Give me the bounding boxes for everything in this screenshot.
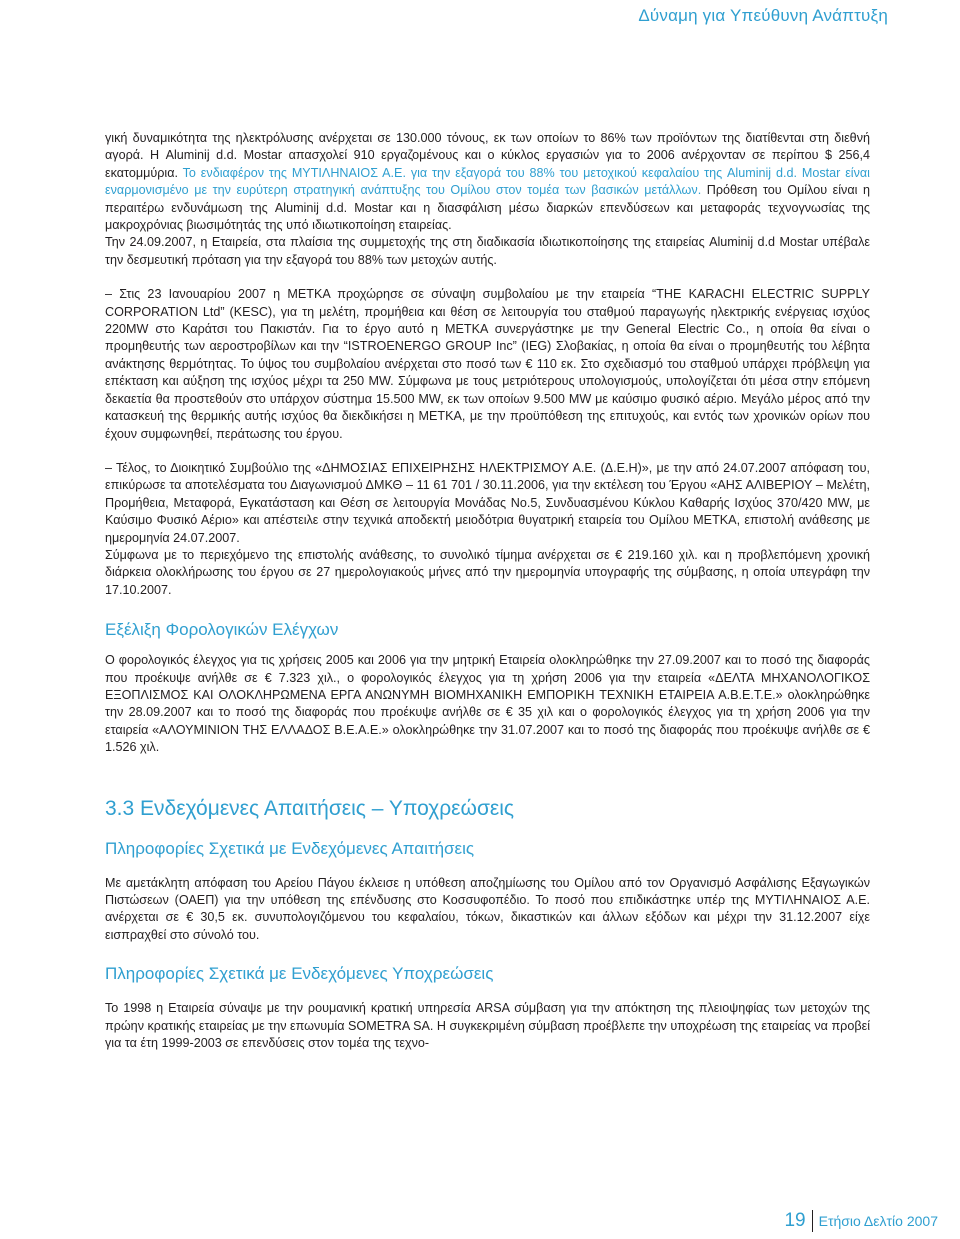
- paragraph-contingent-claims: Με αμετάκλητη απόφαση του Αρείου Πάγου έκλεισε η υπόθεση αποζημίωσης του Ομίλου από τον Οργανισμό Ασφάλισης Εξαγωγικών Πιστώσεων (ΟΑΕΠ) για την υπόθεση της επένδυσης στο Κοσσυφοπέδιο. Το ποσό που επιδικάστηκε υπέρ της ΜΥΤΙΛΗΝΑΙΟΣ Α.Ε. ανέρχεται σε € 30,5 εκ. συνυπολογιζόμενου του κεφαλαίου, τόκων, δικαστικών και άλλων εξόδων και μέχρι την 31.12.2007 είχε εισπραχθεί στο σύνολό του.: [105, 875, 870, 942]
- main-content: [105, 130, 870, 1052]
- heading-contingent-claims: Πληροφορίες Σχετικά με Ενδεχόμενες Απαιτήσεις: [105, 838, 475, 858]
- paragraph-contract-value: Σύμφωνα με το περιεχόμενο της επιστολής ανάθεσης, το συνολικό τίμημα ανέρχεται σε € 219.160 χιλ. και η προβλεπόμενη χρονική διάρκεια ολοκλήρωσης του έργου σε 27 ημερολογιακούς μήνες από την ημερομηνία υπογραφής της σύμβασης, η οποία υπεγράφη την 17.10.2007.: [105, 547, 870, 597]
- page-footer: [784, 1210, 938, 1232]
- paragraph-aluminij: [105, 130, 870, 234]
- paragraph-dei: – Τέλος, το Διοικητικό Συμβούλιο της «ΔΗΜΟΣΙΑΣ ΕΠΙΧΕΙΡΗΣΗΣ ΗΛΕΚΤΡΙΣΜΟΥ Α.Ε. (Δ.Ε.Η)», με την από 24.07.2007 απόφαση του, επικύρωσε τα αποτελέσματα του Διαγωνισμού ΔΜΚΘ – 11 61 701 / 30.11.2006, για την εκτέλεση του Έργου «ΑΗΣ ΑΛΙΒΕΡΙΟΥ – Μελέτη, Προμήθεια, Μεταφορά, Εγκατάσταση και Θέση σε λειτουργία Μονάδας No.5, Συνδυασμένου Κύκλου Καθαρής Ισχύος 370/420 MW, με Καύσιμο Φυσικό Αέριο» και απέστειλε στην τεχνικά αποδεκτή μειοδότρια θυγατρική εταιρεία του Ομίλου ΜΕΤΚΑ, επιστολή ανάθεσης με ημερομηνία 24.07.2007.: [105, 460, 870, 545]
- paragraph-aluminij-highlight: Το ενδιαφέρον της ΜΥΤΙΛΗΝΑΙΟΣ Α.Ε. για την εξαγορά του 88% του μετοχικού κεφαλαίου της Aluminij d.d. Mostar είναι εναρμονισμένο με την ευρύτερη στρατηγική ανάπτυξης του Ομίλου στον τομέα των βασικών μετάλλων.: [105, 165, 870, 198]
- paragraph-karachi: – Στις 23 Ιανουαρίου 2007 η ΜΕΤΚΑ προχώρησε σε σύναψη συμβολαίου με την εταιρεία “THE KARACHI ELECTRIC SUPPLY CORPORATION Ltd” (KESC), για τη μελέτη, προμήθεια και θέση σε λειτουργία του σταθμού παραγωγής ηλεκτρικής ενέργειας ισχύος 220MW στο Καράτσι του Πακιστάν. Για το έργο αυτό η ΜΕΤΚΑ συνεργάστηκε με την General Electric Co., η οποία θα είναι ο προμηθευτής των αεροστροβίλων και την “ISTROENERGO GROUP Inc” (IEG) Σλοβακίας, η οποία θα είναι ο προμηθευτής του λέβητα ανάκτησης θερμότητας. Το ύψος του συμβολαίου ανέρχεται στο ποσό των € 110 εκ. Στο σχεδιασμό του σταθμού υπάρχει πρόβλεψη για επέκταση και αύξηση της ισχύος μέχρι τα 250 MW. Σύμφωνα με τους μετριότερους υπολογισμούς, υπολογίζεται ότι μέσα στην επόμενη δεκαετία θα προστεθούν στο υπάρχον σύστημα 15.500 MW, εκ των οποίων 9.500 MW με καύσιμο φυσικό αέριο. Μεγάλο μέρος από την κατασκευή της θερμικής αυτής ισχύος θα διεκδικήσει η ΜΕΤΚΑ, με την προϋπόθεση της επιτυχούς, και εντός των χρονικών ορίων που έχουν συμφωνηθεί, περάτωσης του έργου.: [105, 287, 870, 441]
- page-number: 19: [784, 1210, 812, 1232]
- paragraph-offer: Την 24.09.2007, η Εταιρεία, στα πλαίσια της συμμετοχής της στη διαδικασία ιδιωτικοποίησης της εταιρείας Aluminij d.d Mostar υπέβαλε την δεσμευτική πρόταση για την εξαγορά του 88% των μετοχών αυτής.: [105, 235, 870, 267]
- paragraph-contingent-liabilities: Το 1998 η Εταιρεία σύναψε με την ρουμανική κρατική υπηρεσία ARSA σύμβαση για την απόκτηση της πλειοψηφίας των μετοχών της πρώην κρατικής εταιρείας με την επωνυμία SOMETRA SA. Η συγκεκριμένη σύμβαση προέβλεπε την υποχρέωση της εταιρείας να προβεί για τα έτη 1999-2003 σε επενδύσεις στον τομέα της τεχνο-: [105, 1001, 870, 1051]
- heading-contingent-liabilities: Πληροφορίες Σχετικά με Ενδεχόμενες Υποχρεώσεις: [105, 964, 494, 984]
- running-header-title: Δύναμη για Υπεύθυνη Ανάπτυξη: [638, 6, 888, 25]
- paragraph-tax-audits: Ο φορολογικός έλεγχος για τις χρήσεις 2005 και 2006 για την μητρική Εταιρεία ολοκληρώθηκε την 27.09.2007 και το ποσό της διαφοράς που προέκυψε ανήλθε σε € 7.323 χιλ., ο φορολογικός έλεγχος για τη χρήση 2006 για την εταιρεία «ΔΕΛΤΑ ΜΗΧΑΝΟΛΟΓΙΚΟΣ ΕΞΟΠΛΙΣΜΟΣ ΚΑΙ ΟΛΟΚΛΗΡΩΜΕΝΑ ΕΡΓΑ ΑΝΩΝΥΜΗ ΒΙΟΜΗΧΑΝΙΚΗ ΕΜΠΟΡΙΚΗ ΤΕΧΝΙΚΗ ΕΤΑΙΡΕΙΑ Α.Β.Ε.Τ.Ε.» ολοκληρώθηκε την 28.09.2007 και το ποσό της διαφοράς που προέκυψε ανήλθε σε € 35 χιλ και ο φορολογικός έλεγχος για τη χρήση 2006 για την εταιρεία «ΑΛΟΥΜΙΝΙΟΝ ΤΗΣ ΕΛΛΑΔΟΣ Β.Ε.Α.Ε.» ολοκληρώθηκε την 31.07.2007 και το ποσό της διαφοράς που προέκυψε ανήλθε σε € 1.526 χιλ.: [105, 653, 870, 755]
- chapter-heading: 3.3 Ενδεχόμενες Απαιτήσεις – Υποχρεώσεις: [105, 796, 515, 820]
- heading-tax-audits: Εξέλιξη Φορολογικών Ελέγχων: [105, 620, 339, 640]
- paragraph-aluminij-part-c: Πρόθεση του Ομίλου είναι η περαιτέρω ενδυνάμωση της Aluminij d.d. Mostar και η διασφάλιση μέσω διαρκών επενδύσεων και μεταφοράς τεχνογνωσίας της μακροχρόνιας βιωσιμότητάς της υπό ιδιωτικοποίηση εταιρείας.: [105, 183, 871, 233]
- paragraph-aluminij-part-a: γική δυναμικότητα της ηλεκτρόλυσης ανέρχεται σε 130.000 τόνους, εκ των οποίων το 86% των προϊόντων της διατίθενται στη διεθνή αγορά. Η Aluminij d.d. Mostar απασχολεί 910 εργαζομένους και ο κύκλος εργασιών για το 2006 ανέρχονταν σε περίπου $ 256,4 εκατομμύρια.: [105, 131, 870, 180]
- report-title: Ετήσιο Δελτίο 2007: [818, 1213, 938, 1229]
